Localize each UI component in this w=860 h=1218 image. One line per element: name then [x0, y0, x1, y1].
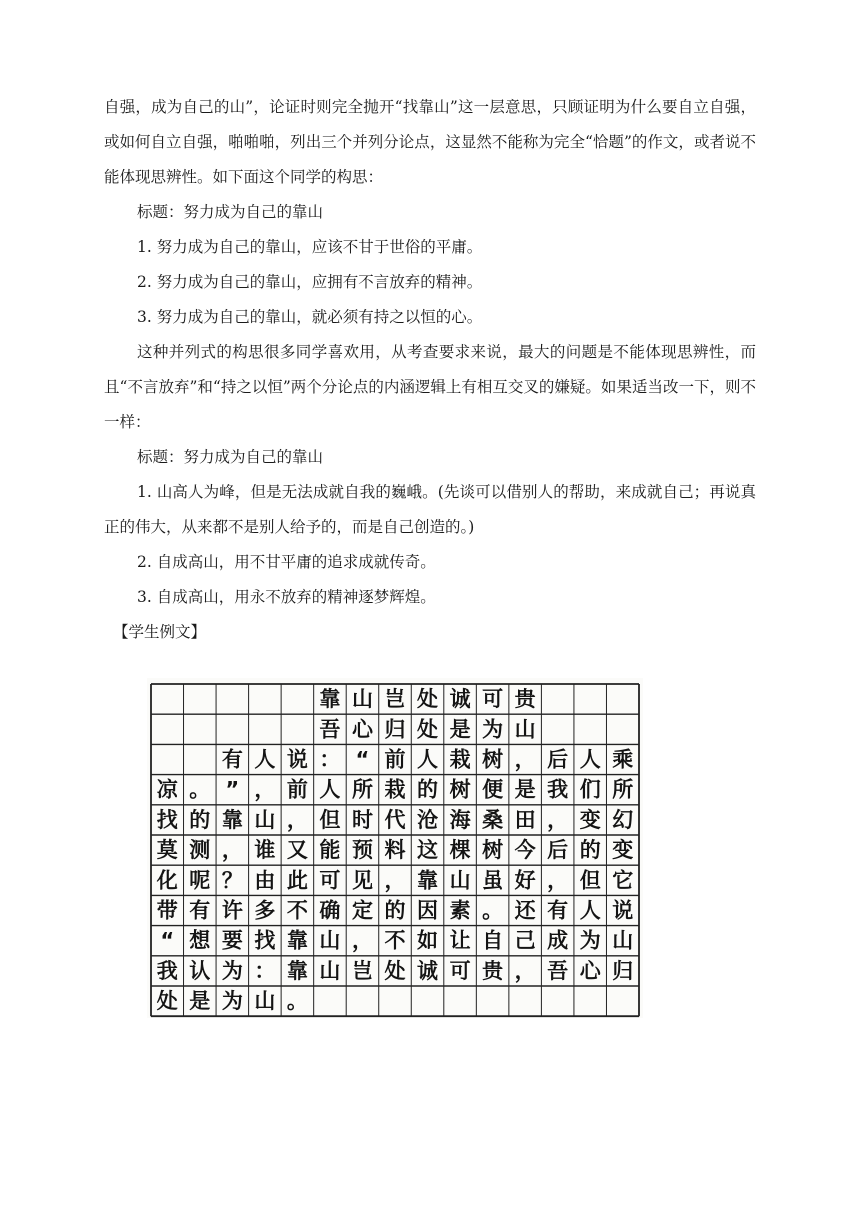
essay-line-char: 的 — [417, 777, 439, 802]
essay-line-char: 由 — [254, 868, 276, 893]
essay-line-char: 想 — [189, 928, 211, 953]
essay-line-char: 的 — [384, 898, 406, 923]
essay-line-char: ， — [351, 928, 373, 953]
essay-line-char: 因 — [417, 898, 439, 923]
essay-line-char: 靠 — [221, 807, 243, 832]
essay-line-char: 棵 — [449, 838, 471, 863]
essay-line-char: 为 — [221, 958, 243, 983]
essay-line-char: 们 — [579, 777, 601, 802]
essay-line-char: 心 — [579, 958, 601, 983]
essay-line-char: 多 — [254, 898, 276, 923]
essay-line-char: 还 — [514, 898, 536, 923]
essay-line-char: 桑 — [482, 807, 504, 832]
essay-line-char: 说 — [286, 747, 308, 772]
essay-line-char: 山 — [449, 868, 471, 893]
essay-line-char: 处 — [384, 958, 406, 983]
essay-line-char: 。 — [286, 989, 308, 1014]
essay-line-char: 人 — [319, 777, 341, 802]
revised-item: 1. 山高人为峰，但是无法成就自我的巍峨。(先谈可以借别人的帮助，来成就自己；再说真正的伟大，从来都不是别人给予的，而是自己创造的。) — [104, 483, 756, 536]
essay-line-char: 有 — [547, 898, 569, 923]
paragraph-analysis: 这种并列式的构思很多同学喜欢用，从考查要求来说，最大的问题是不能体现思辨性，而且“不言放弃”和“持之以恒”两个分论点的内涵逻辑上有相互交叉的嫌疑。如果适当改一下，则不一样： — [104, 343, 756, 431]
essay-line-char: ， — [514, 747, 536, 772]
essay-line-char: 莫 — [156, 838, 178, 863]
essay-line-char: 找 — [254, 928, 276, 953]
essay-line-char: 。 — [189, 777, 211, 802]
essay-line-char: 能 — [319, 838, 341, 863]
outline-item: 3. 努力成为自己的靠山，就必须有持之以恒的心。 — [137, 308, 483, 326]
essay-line-char: 前 — [286, 777, 308, 802]
essay-line-char: 靠 — [417, 868, 439, 893]
essay-line-char: 前 — [384, 747, 406, 772]
essay-line-char: 呢 — [189, 868, 211, 893]
essay-line-char: 又 — [286, 838, 308, 863]
essay-line-char: 代 — [384, 807, 406, 832]
essay-line-char: 料 — [384, 838, 406, 863]
outline-item: 2. 努力成为自己的靠山，应拥有不言放弃的精神。 — [137, 273, 483, 291]
essay-line-char: 许 — [221, 898, 243, 923]
essay-title-char: 贵 — [514, 687, 536, 712]
essay-line-char: 人 — [417, 747, 439, 772]
essay-line-char: 成 — [547, 928, 569, 953]
essay-line-char: “ — [160, 928, 175, 953]
essay-line-char: 沧 — [417, 807, 439, 832]
essay-line-char: 是 — [514, 777, 536, 802]
essay-line-char: ” — [225, 777, 240, 802]
essay-line-char: 测 — [189, 838, 211, 863]
essay-line-char: 山 — [319, 958, 341, 983]
essay-line-char: 田 — [514, 807, 536, 832]
paragraph-intro: 自强，成为自己的山”，论证时则完全抛开“找靠山”这一层意思，只顾证明为什么要自立自强，或如何自立自强，啪啪啪，列出三个并列分论点，这显然不能称为完全“恰题”的作文，或者说不能体现思辨性。如下面这个同学的构思： — [104, 98, 756, 186]
essay-line-char: 贵 — [482, 958, 504, 983]
essay-line-char: 所 — [351, 777, 373, 802]
essay-line-char: 见 — [351, 868, 373, 893]
essay-line-char: ， — [547, 868, 569, 893]
essay-line-char: 它 — [612, 868, 634, 893]
essay-line-char: 我 — [547, 777, 569, 802]
essay-line-char: 树 — [482, 747, 504, 772]
essay-line-char: 我 — [156, 958, 178, 983]
essay-title-char: 处 — [417, 687, 439, 712]
essay-line-char: 后 — [547, 838, 569, 863]
essay-line-char: 可 — [319, 868, 341, 893]
essay-line-char: ， — [254, 777, 276, 802]
outline-item: 1. 努力成为自己的靠山，应该不甘于世俗的平庸。 — [137, 238, 483, 256]
section-heading: 【学生例文】 — [113, 623, 207, 641]
essay-line-char: 但 — [319, 807, 341, 832]
essay-line-char: 虽 — [482, 868, 504, 893]
essay-line-char: 幻 — [612, 807, 634, 832]
essay-line-char: 栽 — [449, 747, 471, 772]
essay-line-char: ， — [221, 838, 243, 863]
essay-line-char: 可 — [449, 958, 471, 983]
essay-line-char: 归 — [612, 958, 634, 983]
essay-subtitle-char: 心 — [351, 717, 373, 742]
essay-title-char: 靠 — [319, 687, 341, 712]
essay-line-char: 山 — [319, 928, 341, 953]
essay-line-char: 此 — [286, 868, 308, 893]
essay-line-char: 说 — [612, 898, 634, 923]
essay-subtitle-char: 归 — [384, 717, 406, 742]
essay-line-char: 变 — [579, 807, 601, 832]
essay-line-char: 好 — [514, 868, 536, 893]
essay-line-char: 如 — [417, 928, 439, 953]
revised-item: 3. 自成高山，用永不放弃的精神逐梦辉煌。 — [137, 588, 436, 606]
essay-line-char: 化 — [156, 868, 178, 893]
essay-line-char: 凉 — [156, 777, 178, 802]
essay-line-char: 人 — [579, 898, 601, 923]
essay-line-char: ， — [384, 868, 406, 893]
essay-line-char: “ — [355, 747, 370, 772]
composition-grid — [147, 678, 643, 1018]
essay-line-char: ？ — [221, 868, 243, 893]
essay-line-char: 人 — [254, 747, 276, 772]
outline-title-1: 标题：努力成为自己的靠山 — [137, 203, 324, 221]
outline-title-2: 标题：努力成为自己的靠山 — [137, 448, 324, 466]
essay-line-char: 人 — [579, 747, 601, 772]
essay-line-char: ， — [547, 807, 569, 832]
essay-title-char: 可 — [482, 687, 504, 712]
essay-line-char: 谁 — [254, 838, 276, 863]
essay-line-char: 认 — [189, 958, 211, 983]
essay-title-char: 岂 — [384, 687, 406, 712]
essay-line-char: 己 — [514, 928, 536, 953]
essay-line-char: 今 — [514, 838, 536, 863]
essay-line-char: 有 — [189, 898, 211, 923]
essay-line-char: 便 — [482, 777, 504, 802]
essay-line-char: 靠 — [286, 958, 308, 983]
article-body — [104, 90, 756, 650]
essay-line-char: 带 — [156, 898, 178, 923]
essay-line-char: 栽 — [384, 777, 406, 802]
essay-line-char: 预 — [351, 838, 373, 863]
essay-line-char: 。 — [482, 898, 504, 923]
essay-line-char: 的 — [189, 807, 211, 832]
essay-line-char: 定 — [351, 898, 373, 923]
essay-line-char: ， — [286, 807, 308, 832]
essay-line-char: ： — [254, 958, 276, 983]
essay-line-char: 素 — [449, 898, 471, 923]
essay-title-char: 山 — [351, 687, 373, 712]
essay-line-char: 山 — [254, 807, 276, 832]
revised-item: 2. 自成高山，用不甘平庸的追求成就传奇。 — [137, 553, 436, 571]
essay-line-char: 吾 — [547, 958, 569, 983]
essay-line-char: 要 — [221, 928, 243, 953]
essay-line-char: 这 — [417, 838, 439, 863]
essay-line-char: 后 — [547, 747, 569, 772]
essay-line-char: 山 — [254, 989, 276, 1014]
essay-line-char: 但 — [579, 868, 601, 893]
essay-line-char: 山 — [612, 928, 634, 953]
essay-line-char: 有 — [221, 747, 243, 772]
essay-line-char: 的 — [579, 838, 601, 863]
essay-subtitle-char: 处 — [417, 717, 439, 742]
essay-line-char: 为 — [221, 989, 243, 1014]
essay-title-char: 诚 — [449, 687, 471, 712]
essay-line-char: 不 — [384, 928, 406, 953]
essay-line-char: 所 — [612, 777, 634, 802]
essay-line-char: 岂 — [351, 958, 373, 983]
handwritten-essay-image — [147, 678, 643, 1018]
essay-subtitle-char: 为 — [482, 717, 504, 742]
essay-line-char: 处 — [156, 989, 178, 1014]
essay-subtitle-char: 是 — [449, 717, 471, 742]
essay-line-char: ： — [319, 747, 341, 772]
essay-line-char: 是 — [189, 989, 211, 1014]
essay-line-char: 自 — [482, 928, 504, 953]
essay-line-char: 为 — [579, 928, 601, 953]
essay-line-char: 时 — [351, 807, 373, 832]
essay-subtitle-char: 山 — [514, 717, 536, 742]
essay-line-char: 让 — [449, 928, 471, 953]
essay-line-char: 树 — [449, 777, 471, 802]
essay-line-char: 确 — [319, 898, 341, 923]
essay-line-char: 树 — [482, 838, 504, 863]
essay-line-char: 诚 — [417, 958, 439, 983]
essay-line-char: 海 — [449, 807, 471, 832]
essay-line-char: 靠 — [286, 928, 308, 953]
essay-subtitle-char: 吾 — [319, 717, 341, 742]
essay-line-char: 变 — [612, 838, 634, 863]
essay-line-char: ， — [514, 958, 536, 983]
essay-line-char: 找 — [156, 807, 178, 832]
essay-line-char: 不 — [286, 898, 308, 923]
essay-line-char: 乘 — [612, 747, 634, 772]
